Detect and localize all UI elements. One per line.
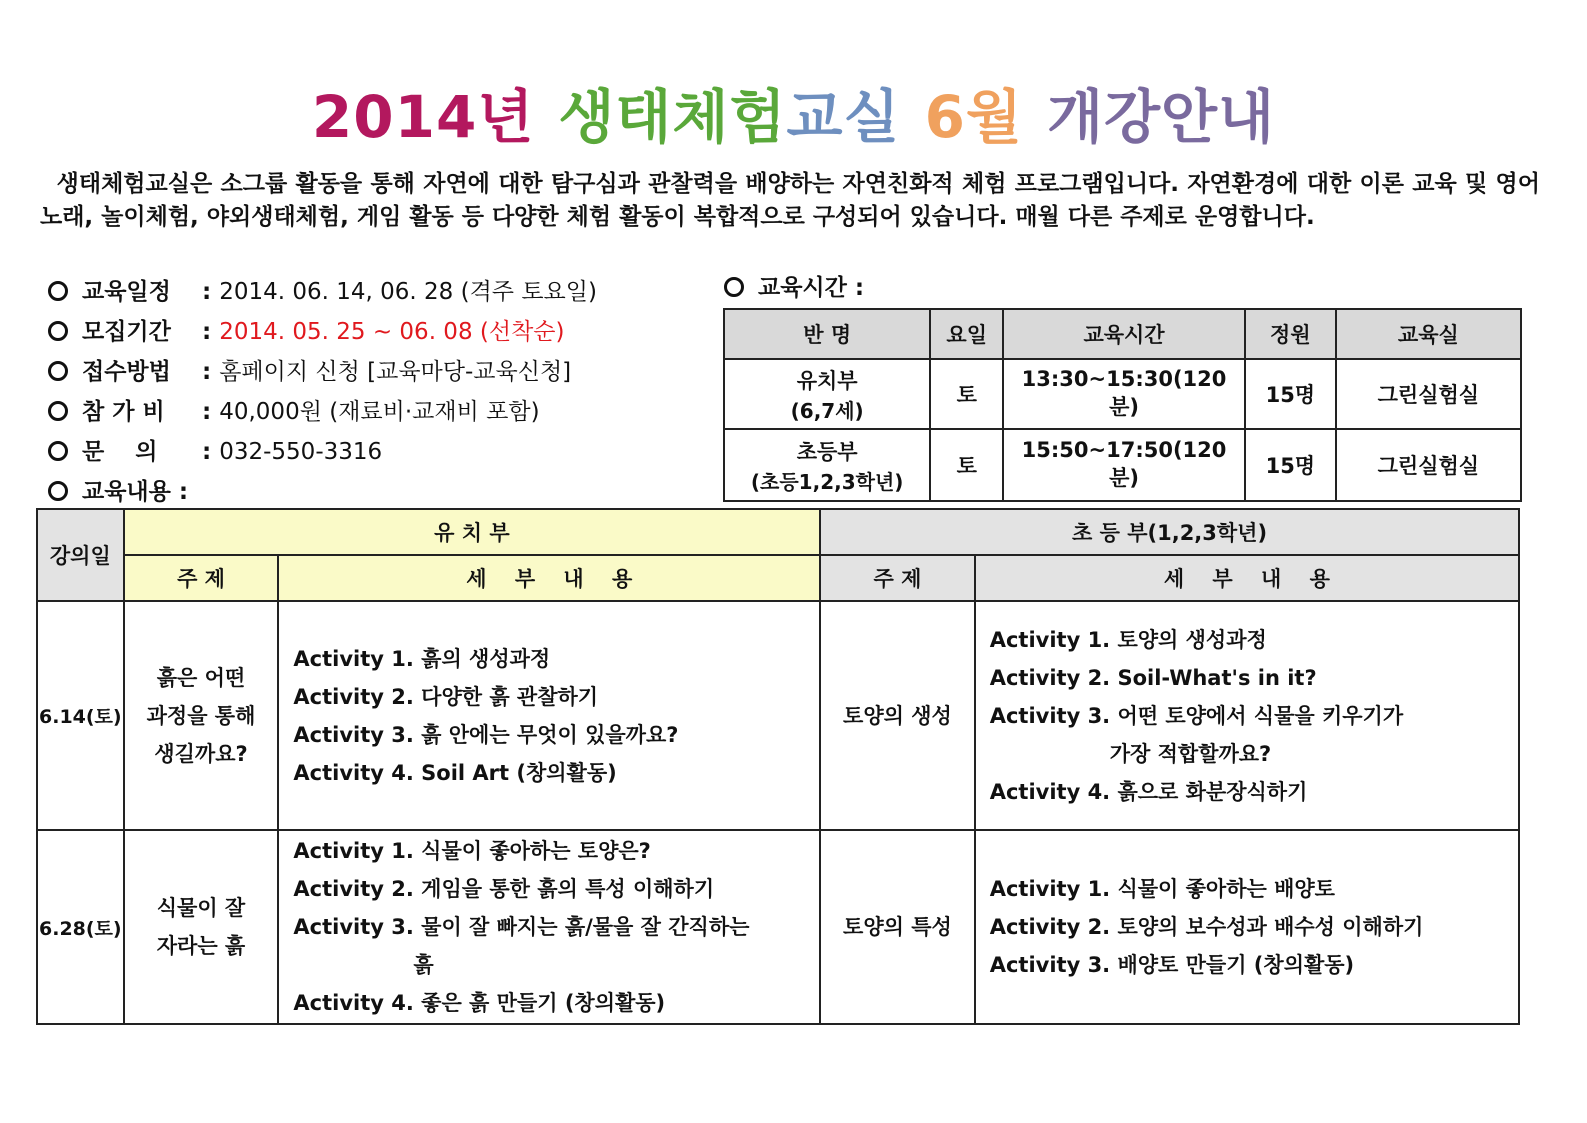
elem-theme-header: 주 제 (820, 555, 975, 601)
activity-item: Activity 1. 토양의 생성과정 (989, 627, 1267, 652)
lecture-date: 6.14(토) (37, 601, 124, 830)
circle-bullet-icon (48, 361, 68, 381)
activity-item: Activity 3. 흙 안에는 무엇이 있을까요? (293, 722, 679, 747)
kinder-theme-header: 주 제 (124, 555, 279, 601)
info-list (48, 272, 688, 512)
kinder-theme (124, 601, 279, 830)
activity-item: Activity 1. 식물이 좋아하는 토양은? (293, 839, 651, 863)
elem-theme: 토양의 생성 (820, 601, 975, 830)
contact-value: 032-550-3316 (219, 439, 383, 465)
class-room: 그린실험실 (1336, 429, 1521, 501)
elem-theme: 토양의 특성 (820, 830, 975, 1024)
class-time: 15:50~17:50(120분) (1003, 429, 1245, 501)
content-header-top (37, 509, 1519, 555)
circle-bullet-icon (48, 321, 68, 341)
kinder-header: 유 치 부 (124, 509, 821, 555)
recruit-value: 2014. 05. 25 ~ 06. 08 (선착순) (219, 319, 565, 345)
activity-item: Activity 1. 식물이 좋아하는 배양토 (989, 877, 1335, 901)
activity-item: Activity 2. 토양의 보수성과 배수성 이해하기 (989, 915, 1424, 939)
title-notice: 개강안내 (1046, 83, 1276, 151)
info-content (48, 472, 688, 512)
table-row (37, 601, 1519, 830)
class-name (724, 359, 930, 429)
elem-detail-header: 세 부 내 용 (975, 555, 1519, 601)
activity-item: Activity 2. Soil-What's in it? (989, 665, 1317, 690)
contact-label: 문 의 (82, 439, 158, 465)
circle-bullet-icon (48, 401, 68, 421)
class-line: 유치부 (796, 368, 858, 393)
theme-line: 생길까요? (154, 741, 248, 766)
table-row (37, 830, 1519, 1024)
schedule-time-table (723, 308, 1522, 502)
content-table (36, 508, 1520, 1025)
time-heading (724, 272, 864, 304)
activity-item: Activity 4. 좋은 흙 만들기 (창의활동) (293, 991, 666, 1015)
recruit-label: 모집기간 (82, 319, 171, 345)
apply-value: 홈페이지 신청 [교육마당-교육신청] (219, 359, 572, 385)
circle-bullet-icon (48, 281, 68, 301)
info-apply: 접수방법 : 홈페이지 신청 [교육마당-교육신청] (48, 352, 688, 392)
page-title (0, 70, 1587, 154)
class-capacity: 15명 (1245, 359, 1336, 429)
content-label: 교육내용 : (82, 479, 189, 505)
kinder-activities (278, 601, 820, 830)
activity-item: Activity 4. 흙으로 화분장식하기 (989, 779, 1308, 804)
title-month: 6월 (924, 83, 1023, 151)
schedule-value: 2014. 06. 14, 06. 28 (격주 토요일) (219, 279, 597, 305)
activity-item: Activity 3. 물이 잘 빠지는 흙/물을 잘 간직하는 (293, 915, 750, 939)
header-capacity: 정원 (1245, 309, 1336, 359)
class-day: 토 (930, 429, 1003, 501)
fee-label: 참 가 비 (82, 399, 165, 425)
elem-activities (975, 601, 1519, 830)
content-header-sub (37, 555, 1519, 601)
time-table-header (724, 309, 1521, 359)
title-classroom: 교실 (786, 83, 901, 151)
fee-value: 40,000원 (재료비·교재비 포함) (219, 399, 540, 425)
info-recruit: 모집기간 : 2014. 05. 25 ~ 06. 08 (선착순) (48, 312, 688, 352)
class-name (724, 429, 930, 501)
title-year: 2014년 (311, 83, 535, 151)
class-day: 토 (930, 359, 1003, 429)
table-row (724, 359, 1521, 429)
kinder-theme (124, 830, 279, 1024)
header-room: 교육실 (1336, 309, 1521, 359)
theme-line: 식물이 잘 (156, 896, 246, 920)
class-capacity: 15명 (1245, 429, 1336, 501)
activity-item-continued: 흙 (413, 953, 434, 977)
activity-item: Activity 2. 게임을 통한 흙의 특성 이해하기 (293, 877, 715, 901)
info-fee: 참 가 비 : 40,000원 (재료비·교재비 포함) (48, 392, 688, 432)
title-eco-experience: 생태체험 (558, 83, 787, 151)
theme-line: 자라는 흙 (156, 934, 246, 958)
header-class: 반 명 (724, 309, 930, 359)
theme-line: 흙은 어떤 (156, 665, 246, 690)
time-heading-text: 교육시간 : (758, 275, 865, 301)
circle-bullet-icon (48, 441, 68, 461)
class-time: 13:30~15:30(120분) (1003, 359, 1245, 429)
circle-bullet-icon (48, 481, 68, 501)
date-header: 강의일 (37, 509, 124, 601)
class-room: 그린실험실 (1336, 359, 1521, 429)
header-day: 요일 (930, 309, 1003, 359)
lecture-date: 6.28(토) (37, 830, 124, 1024)
class-age: (초등1,2,3학년) (750, 469, 904, 494)
apply-label: 접수방법 (82, 359, 171, 385)
activity-item: Activity 3. 어떤 토양에서 식물을 키우기가 (989, 703, 1404, 728)
elem-activities (975, 830, 1519, 1024)
activity-item: Activity 1. 흙의 생성과정 (293, 646, 551, 671)
activity-item: Activity 4. Soil Art (창의활동) (293, 760, 617, 785)
activity-item: Activity 3. 배양토 만들기 (창의활동) (989, 953, 1355, 977)
kinder-detail-header: 세 부 내 용 (278, 555, 820, 601)
theme-line: 과정을 통해 (146, 703, 256, 728)
elem-header: 초 등 부(1,2,3학년) (820, 509, 1519, 555)
circle-bullet-icon (724, 277, 744, 297)
activity-item-continued: 가장 적합할까요? (1109, 741, 1272, 766)
schedule-label: 교육일정 (82, 279, 171, 305)
info-contact: 문 의 : 032-550-3316 (48, 432, 688, 472)
header-time: 교육시간 (1003, 309, 1245, 359)
table-row (724, 429, 1521, 501)
intro-text: 생태체험교실은 소그룹 활동을 통해 자연에 대한 탐구심과 관찰력을 배양하는 자연친화적 체험 프로그램입니다. 자연환경에 대한 이론 교육 및 영어노래, 놀이체험, 야외생태체험, 게임 활동 등 다양한 체험 활동이 복합적으로 구성되어 있습니다. 매월 다른 주제로 운영합니다. (40, 171, 1540, 230)
kinder-activities (278, 830, 820, 1024)
info-schedule: 교육일정 : 2014. 06. 14, 06. 28 (격주 토요일) (48, 272, 688, 312)
class-age: (6,7세) (790, 398, 864, 423)
intro-paragraph (40, 168, 1540, 234)
activity-item: Activity 2. 다양한 흙 관찰하기 (293, 684, 599, 709)
class-line: 초등부 (796, 439, 858, 464)
title-eco (558, 83, 900, 151)
